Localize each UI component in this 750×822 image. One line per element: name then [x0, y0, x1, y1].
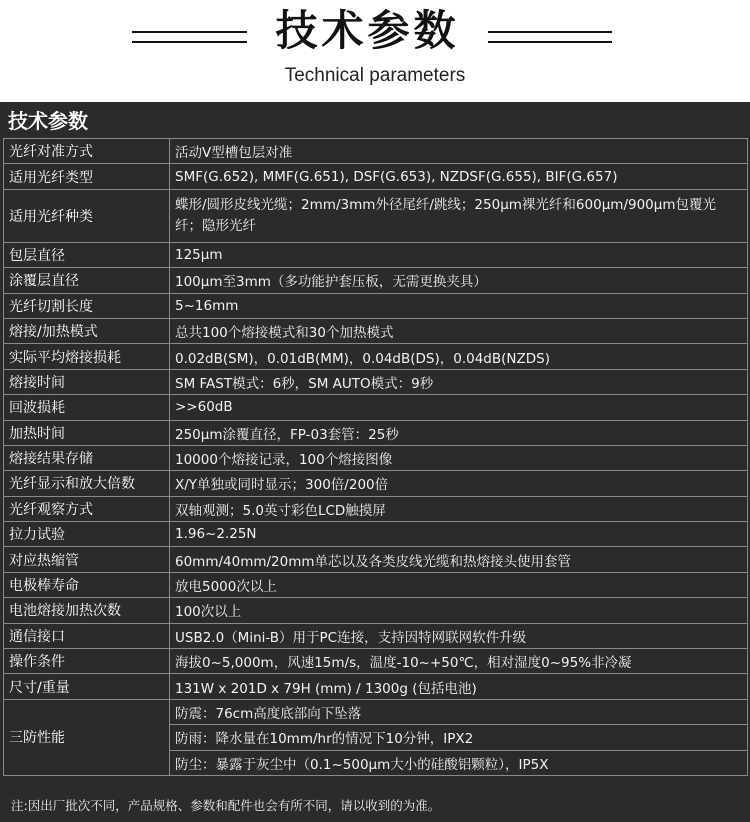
- param-value: 双轴观测；5.0英寸彩色LCD触摸屏: [170, 496, 748, 521]
- table-row: [4, 164, 748, 189]
- table-row: [4, 268, 748, 293]
- param-name: 拉力试验: [4, 522, 170, 547]
- table-row: [4, 318, 748, 343]
- param-name: 对应热缩管: [4, 547, 170, 572]
- param-name: 熔接时间: [4, 369, 170, 394]
- param-value: 防雨：降水量在10mm/hr的情况下10分钟，IPX2: [170, 725, 748, 750]
- table-row: [4, 189, 748, 242]
- param-name: 熔接结果存储: [4, 445, 170, 470]
- param-value: 蝶形/圆形皮线光缆；2mm/3mm外径尾纤/跳线；250μm裸光纤和600μm/900μm包覆光纤；隐形光纤: [170, 189, 748, 242]
- page-title: 技术参数: [275, 6, 460, 55]
- param-name: 光纤显示和放大倍数: [4, 471, 170, 496]
- spec-table-heading: 技术参数: [8, 109, 88, 133]
- footer-note: 注:因出厂批次不同，产品规格、参数和配件也会有所不同，请以收到的为准。: [11, 798, 441, 813]
- param-value: 125μm: [170, 242, 748, 267]
- param-value: 5~16mm: [170, 293, 748, 318]
- param-name: 熔接/加热模式: [4, 318, 170, 343]
- table-row: [4, 649, 748, 674]
- table-row: [4, 699, 748, 724]
- table-row: [4, 674, 748, 699]
- param-value: 放电5000次以上: [170, 572, 748, 597]
- param-value: 0.02dB(SM)，0.01dB(MM)，0.04dB(DS)，0.04dB(NZDS): [170, 344, 748, 369]
- table-row: [4, 623, 748, 648]
- param-value: 防震：76cm高度底部向下坠落: [170, 699, 748, 724]
- param-value: 活动V型槽包层对准: [170, 139, 748, 164]
- param-name: 包层直径: [4, 242, 170, 267]
- param-name: 光纤观察方式: [4, 496, 170, 521]
- page-header: [0, 0, 750, 100]
- table-row: [4, 598, 748, 623]
- decorative-rule: [488, 41, 612, 43]
- table-row: [4, 395, 748, 420]
- param-value: 60mm/40mm/20mm单芯以及各类皮线光缆和热熔接头使用套管: [170, 547, 748, 572]
- table-row: [4, 420, 748, 445]
- param-name: 涂覆层直径: [4, 268, 170, 293]
- table-row: [4, 547, 748, 572]
- param-value: 10000个熔接记录，100个熔接图像: [170, 445, 748, 470]
- table-row: [4, 572, 748, 597]
- param-value: 100μm至3mm（多功能护套压板，无需更换夹具）: [170, 268, 748, 293]
- decorative-rule: [488, 31, 612, 33]
- table-row: [4, 522, 748, 547]
- table-row: [4, 369, 748, 394]
- param-value: 100次以上: [170, 598, 748, 623]
- param-value: 海拔0~5,000m，风速15m/s，温度-10~+50℃，相对湿度0~95%非冷凝: [170, 649, 748, 674]
- spec-table-panel: [0, 102, 750, 822]
- param-name: 电极棒寿命: [4, 572, 170, 597]
- param-name: 光纤对准方式: [4, 139, 170, 164]
- table-row: [4, 471, 748, 496]
- param-name: 加热时间: [4, 420, 170, 445]
- param-value: USB2.0（Mini-B）用于PC连接，支持因特网联网软件升级: [170, 623, 748, 648]
- param-value: 总共100个熔接模式和30个加热模式: [170, 318, 748, 343]
- param-name: 尺寸/重量: [4, 674, 170, 699]
- param-value: 250μm涂覆直径，FP-03套管：25秒: [170, 420, 748, 445]
- param-value: 防尘：暴露于灰尘中（0.1~500μm大小的硅酸铝颗粒），IP5X: [170, 750, 748, 775]
- param-name: 电池熔接加热次数: [4, 598, 170, 623]
- param-name: 三防性能: [4, 699, 170, 775]
- param-value: SMF(G.652), MMF(G.651), DSF(G.653), NZDSF(G.655), BIF(G.657): [170, 164, 748, 189]
- table-row: [4, 496, 748, 521]
- page-subtitle: Technical parameters: [284, 65, 466, 86]
- param-value: X/Y单独或同时显示；300倍/200倍: [170, 471, 748, 496]
- table-row: [4, 242, 748, 267]
- param-value: >>60dB: [170, 395, 748, 420]
- decorative-rule: [132, 31, 247, 33]
- param-name: 适用光纤种类: [4, 189, 170, 242]
- spec-table: [3, 138, 748, 776]
- table-row: [4, 344, 748, 369]
- param-value: 131W x 201D x 79H (mm) / 1300g (包括电池): [170, 674, 748, 699]
- param-name: 操作条件: [4, 649, 170, 674]
- table-row: [4, 139, 748, 164]
- table-row: [4, 445, 748, 470]
- param-name: 回波损耗: [4, 395, 170, 420]
- param-name: 实际平均熔接损耗: [4, 344, 170, 369]
- decorative-rule: [132, 41, 247, 43]
- table-row: [4, 293, 748, 318]
- param-name: 适用光纤类型: [4, 164, 170, 189]
- param-name: 光纤切割长度: [4, 293, 170, 318]
- param-value: SM FAST模式：6秒，SM AUTO模式：9秒: [170, 369, 748, 394]
- param-value: 1.96~2.25N: [170, 522, 748, 547]
- param-name: 通信接口: [4, 623, 170, 648]
